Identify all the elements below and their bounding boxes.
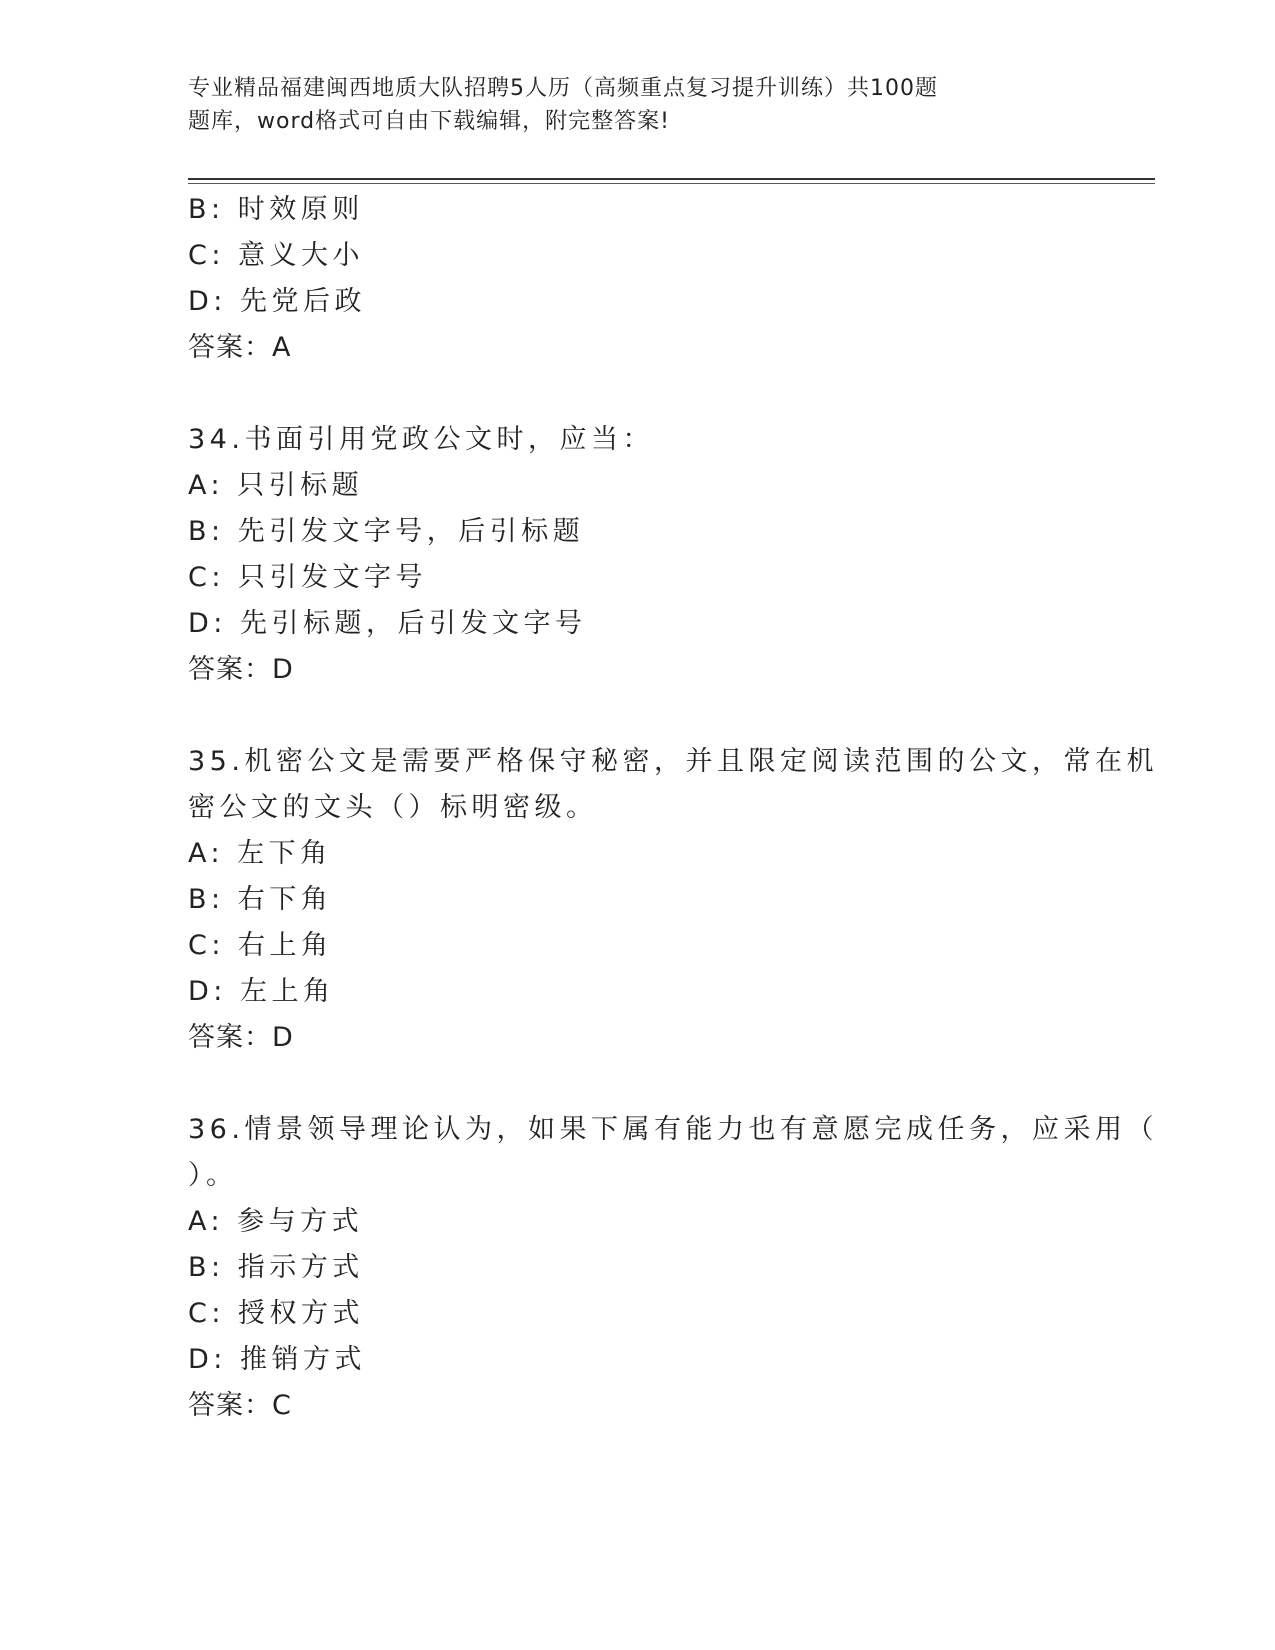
option-c: C: 授权方式 [188, 1298, 365, 1329]
header-divider-thin [188, 183, 1155, 184]
option-a: A: 参与方式 [188, 1206, 364, 1237]
option-d: D: 先党后政 [188, 286, 366, 317]
question-35 [188, 739, 1158, 1061]
spacer [188, 693, 1088, 739]
question-stem-line-2: 密公文的文头（）标明密级。 [188, 792, 598, 823]
option-d: D: 推销方式 [188, 1344, 366, 1375]
option-b: B: 指示方式 [188, 1252, 364, 1283]
question-stem: 34.书面引用党政公文时，应当： [188, 424, 654, 455]
option-a: A: 左下角 [188, 838, 332, 869]
spacer [188, 371, 1088, 417]
option-c: C: 只引发文字号 [188, 562, 428, 593]
header-title-line-2: 题库，word格式可自由下载编辑，附完整答案! [188, 109, 670, 134]
question-stem-line-1: 36.情景领导理论认为，如果下属有能力也有意愿完成任务，应采用（ [188, 1114, 1158, 1145]
option-b: B: 时效原则 [188, 194, 364, 225]
answer-line: 答案：D [188, 1022, 294, 1053]
answer-line: 答案：C [188, 1390, 292, 1421]
option-b: B: 先引发文字号，后引标题 [188, 516, 585, 547]
answer-line: 答案：D [188, 654, 294, 685]
question-36 [188, 1107, 1158, 1429]
question-34 [188, 417, 1088, 693]
option-b: B: 右下角 [188, 884, 333, 915]
question-stem-line-2: ）。 [188, 1160, 238, 1191]
option-d: D: 先引标题，后引发文字号 [188, 608, 587, 639]
spacer [188, 1061, 1088, 1107]
option-a: A: 只引标题 [188, 470, 364, 501]
question-list [188, 187, 1158, 1429]
header-title-line-1: 专业精品福建闽西地质大队招聘5人历（高频重点复习提升训练）共100题 [188, 76, 938, 101]
option-c: C: 右上角 [188, 930, 333, 961]
header-divider-thick [188, 178, 1155, 180]
option-d: D: 左上角 [188, 976, 335, 1007]
question-stem-line-1: 35.机密公文是需要严格保守秘密，并且限定阅读范围的公文，常在机 [188, 746, 1158, 777]
answer-line: 答案：A [188, 332, 292, 363]
option-c: C: 意义大小 [188, 240, 365, 271]
question-33-tail [188, 187, 1088, 371]
document-header [188, 72, 1018, 138]
